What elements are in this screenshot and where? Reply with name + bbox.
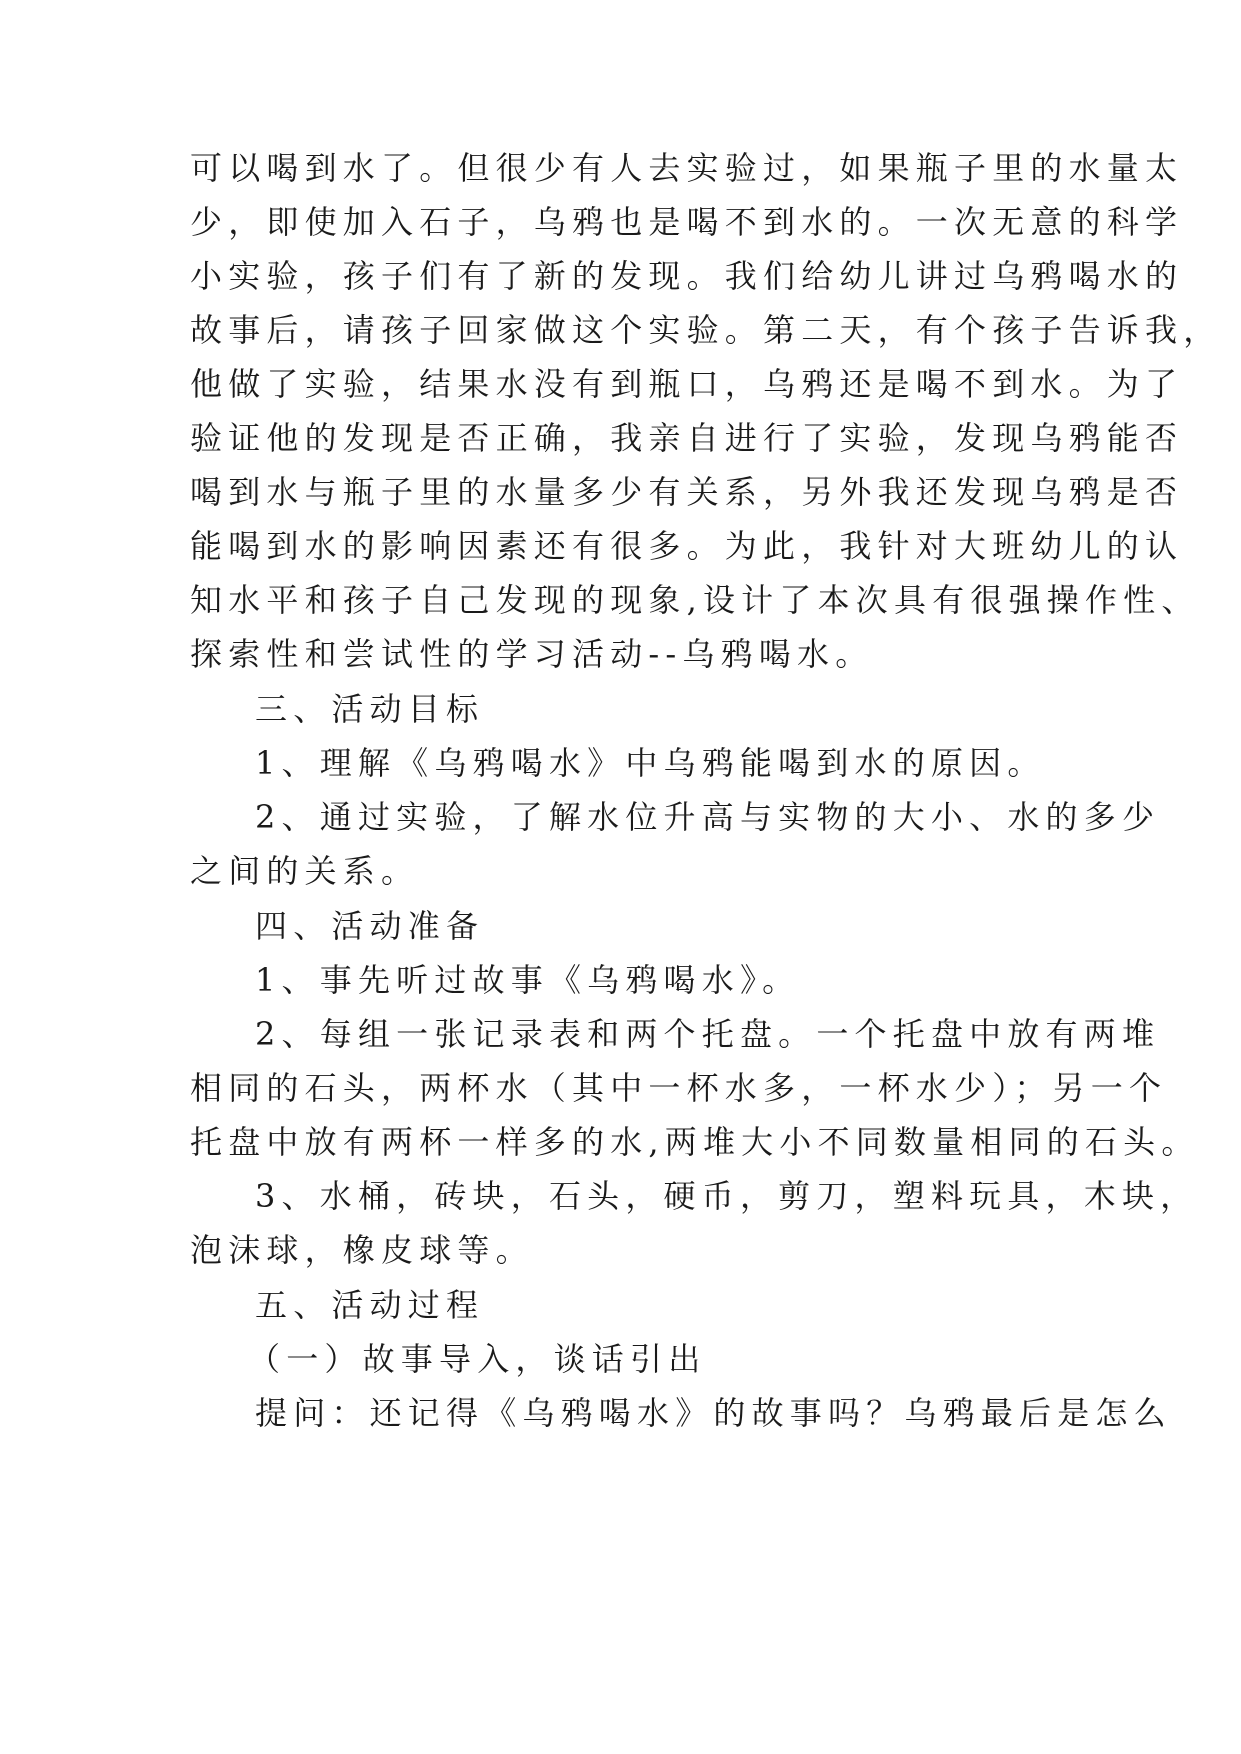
- text-line: 能喝到水的影响因素还有很多。为此，我针对大班幼儿的认: [190, 527, 1184, 565]
- section-heading: 四、活动准备: [255, 907, 485, 945]
- text-line: 托盘中放有两杯一样多的水,两堆大小不同数量相同的石头。: [190, 1123, 1200, 1161]
- subsection-heading: （一）故事导入，谈话引出: [248, 1340, 707, 1378]
- text-line: 1、理解《乌鸦喝水》中乌鸦能喝到水的原因。: [255, 744, 1046, 782]
- text-line: 2、通过实验，了解水位升高与实物的大小、水的多少: [255, 798, 1161, 836]
- text-line: 验证他的发现是否正确，我亲自进行了实验，发现乌鸦能否: [190, 419, 1184, 457]
- text-line: 探索性和尝试性的学习活动--乌鸦喝水。: [190, 635, 874, 673]
- text-line: 之间的关系。: [190, 852, 420, 890]
- text-line: 泡沫球，橡皮球等。: [190, 1231, 534, 1269]
- section-heading: 五、活动过程: [255, 1286, 485, 1324]
- text-line: 提问：还记得《乌鸦喝水》的故事吗？乌鸦最后是怎么: [255, 1394, 1172, 1432]
- text-line: 少，即使加入石子，乌鸦也是喝不到水的。一次无意的科学: [190, 203, 1184, 241]
- text-line: 喝到水与瓶子里的水量多少有关系，另外我还发现乌鸦是否: [190, 473, 1184, 511]
- text-line: 小实验，孩子们有了新的发现。我们给幼儿讲过乌鸦喝水的: [190, 257, 1184, 295]
- text-line: 2、每组一张记录表和两个托盘。一个托盘中放有两堆: [255, 1015, 1161, 1053]
- text-line: 3、水桶，砖块，石头，硬币，剪刀，塑料玩具，木块，: [255, 1177, 1199, 1215]
- text-line: 1、事先听过故事《乌鸦喝水》。: [255, 961, 801, 999]
- text-line: 他做了实验，结果水没有到瓶口，乌鸦还是喝不到水。为了: [190, 365, 1184, 403]
- text-line: 相同的石头，两杯水（其中一杯水多，一杯水少）；另一个: [190, 1069, 1168, 1107]
- section-heading: 三、活动目标: [255, 690, 485, 728]
- text-line: 知水平和孩子自己发现的现象,设计了本次具有很强操作性、: [190, 581, 1200, 619]
- text-line: 故事后，请孩子回家做这个实验。第二天，有个孩子告诉我，: [190, 311, 1222, 349]
- text-line: 可以喝到水了。但很少有人去实验过，如果瓶子里的水量太: [190, 149, 1184, 187]
